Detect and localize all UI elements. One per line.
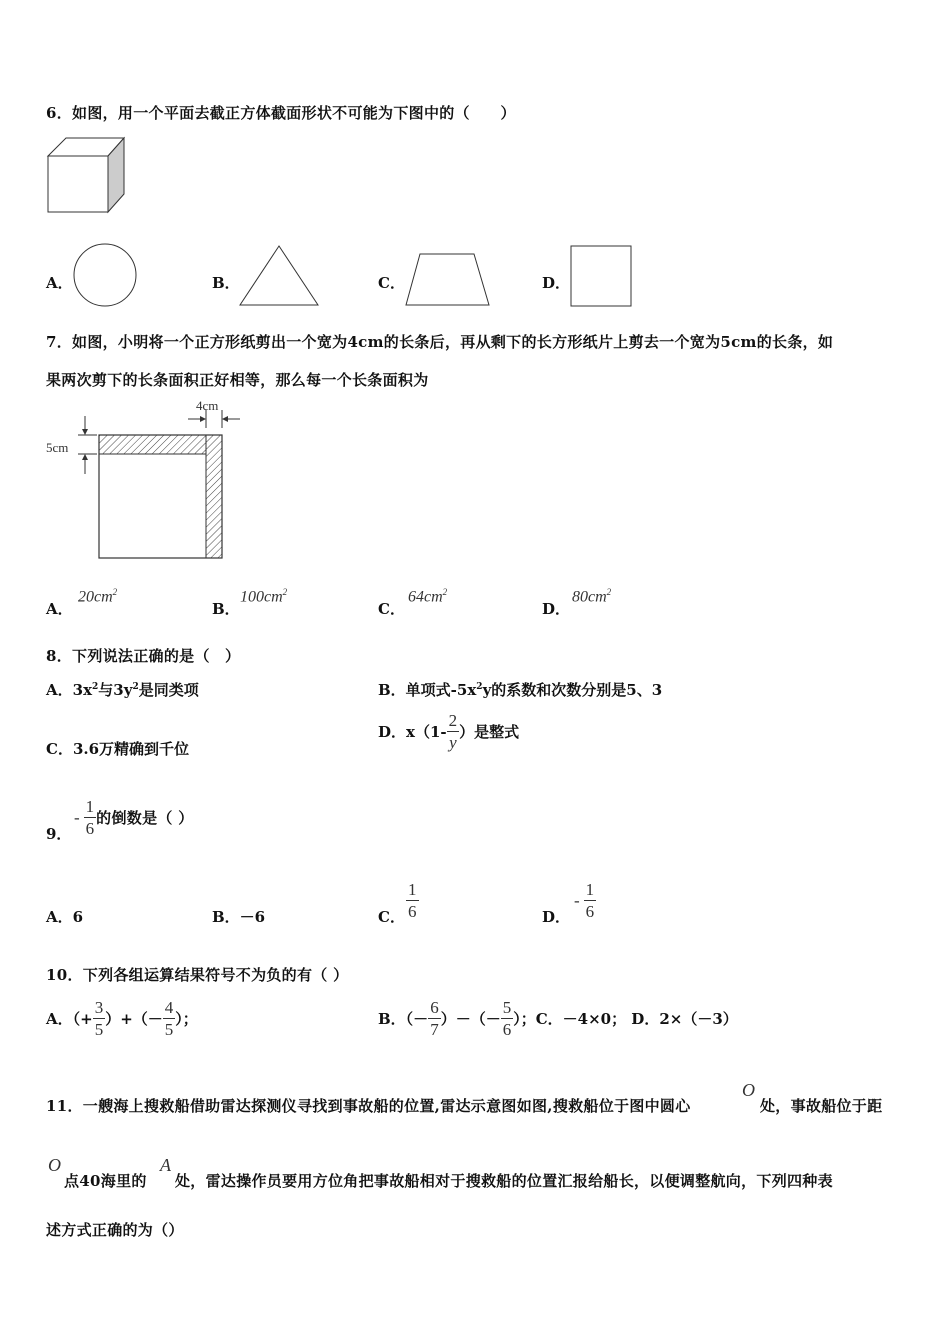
q11-symbol-o: O: [742, 1080, 755, 1100]
q7-stem-line1: 7．如图，小明将一个正方形纸剪出一个宽为4cm的长条后，再从剩下的长方形纸片上剪去一个宽为5cm的长条，如: [46, 333, 834, 351]
q9-stem: - $\frac{1}{6}$ 的倒数是（ ）: [74, 797, 194, 839]
triangle-shape: [238, 244, 320, 308]
q6-option-d-label: D．: [542, 274, 571, 292]
q11-symbol-a: A: [160, 1155, 171, 1175]
q7-option-c-value: $64cm^2$: [408, 587, 448, 606]
trapezoid-shape: [404, 252, 492, 308]
q9-option-d-label: D．: [542, 908, 571, 926]
fraction-1-over-6: $\frac{1}{6}$: [85, 797, 95, 839]
q11-symbol-o-2: O: [48, 1155, 61, 1175]
q9-option-c-fraction: $\frac{1}{6}$: [408, 880, 417, 922]
q6-option-c-label: C．: [378, 274, 405, 292]
q8-option-d: D．x（1- $\frac{2}{y}$ ）是整式: [378, 711, 520, 753]
q7-option-c-label: C．: [378, 600, 405, 618]
q11-line2b: 处，雷达操作员要用方位角把事故船相对于搜救船的位置汇报给船长，以便调整航向，下列四种表: [175, 1172, 833, 1190]
q6-option-b-label: B．: [212, 274, 240, 292]
q6-stem: 6．如图，用一个平面去截正方体截面形状不可能为下图中的（ ）: [46, 104, 516, 122]
circle-shape: [72, 242, 138, 308]
q7-option-d-label: D．: [542, 600, 571, 618]
square-shape: [570, 245, 634, 309]
q8-option-b: B．单项式$-5x^2y$的系数和次数分别是5、3: [378, 681, 663, 699]
cube-figure: [46, 136, 126, 216]
q7-option-b-label: B．: [212, 600, 240, 618]
q11-line2a: 点40海里的: [64, 1172, 147, 1190]
q8-option-a: A．$3x^2$与$3y^2$是同类项: [46, 681, 199, 699]
q6-option-a-label: A．: [46, 274, 73, 292]
q11-line3: 述方式正确的为（）: [46, 1221, 184, 1239]
paper-strip-figure: [40, 396, 250, 566]
q9-number: 9．: [46, 825, 72, 843]
q7-option-d-value: $80cm^2$: [572, 587, 612, 606]
label-5cm: 5cm: [46, 440, 69, 455]
q10-stem: 10．下列各组运算结果符号不为负的有（ ）: [46, 966, 349, 984]
q7-option-a-label: A．: [46, 600, 73, 618]
q11-line1b: 处，事故船位于距: [760, 1097, 883, 1115]
q9-option-c-label: C．: [378, 908, 405, 926]
q7-option-b-value: $100cm^2$: [240, 587, 288, 606]
fraction-2-over-y: $\frac{2}{y}$: [448, 711, 458, 753]
q9-option-a: A．6: [46, 908, 84, 926]
q7-stem-line2: 果两次剪下的长条面积正好相等，那么每一个长条面积为: [46, 371, 429, 389]
q8-option-c: C．3.6万精确到千位: [46, 740, 190, 758]
q11-line1a: 11．一艘海上搜救船借助雷达探测仪寻找到事故船的位置,雷达示意图如图,搜救船位于图中圆心: [46, 1097, 691, 1115]
label-4cm: 4cm: [196, 398, 219, 413]
q9-option-b: B．－6: [212, 908, 266, 926]
q10-option-a: A．（+ $\frac{3}{5}$ ）+（－ $\frac{4}{5}$ ）；: [46, 998, 198, 1040]
q10-option-b-c-d: B．（－ $\frac{6}{7}$ ）－（－ $\frac{5}{6}$ ）；C．－4×0； D．2×（－3）: [378, 998, 738, 1040]
q7-option-a-value: $20cm^2$: [78, 587, 118, 606]
q9-option-d-fraction: - $\frac{1}{6}$: [574, 880, 595, 922]
q8-stem: 8．下列说法正确的是（ ）: [46, 647, 241, 665]
